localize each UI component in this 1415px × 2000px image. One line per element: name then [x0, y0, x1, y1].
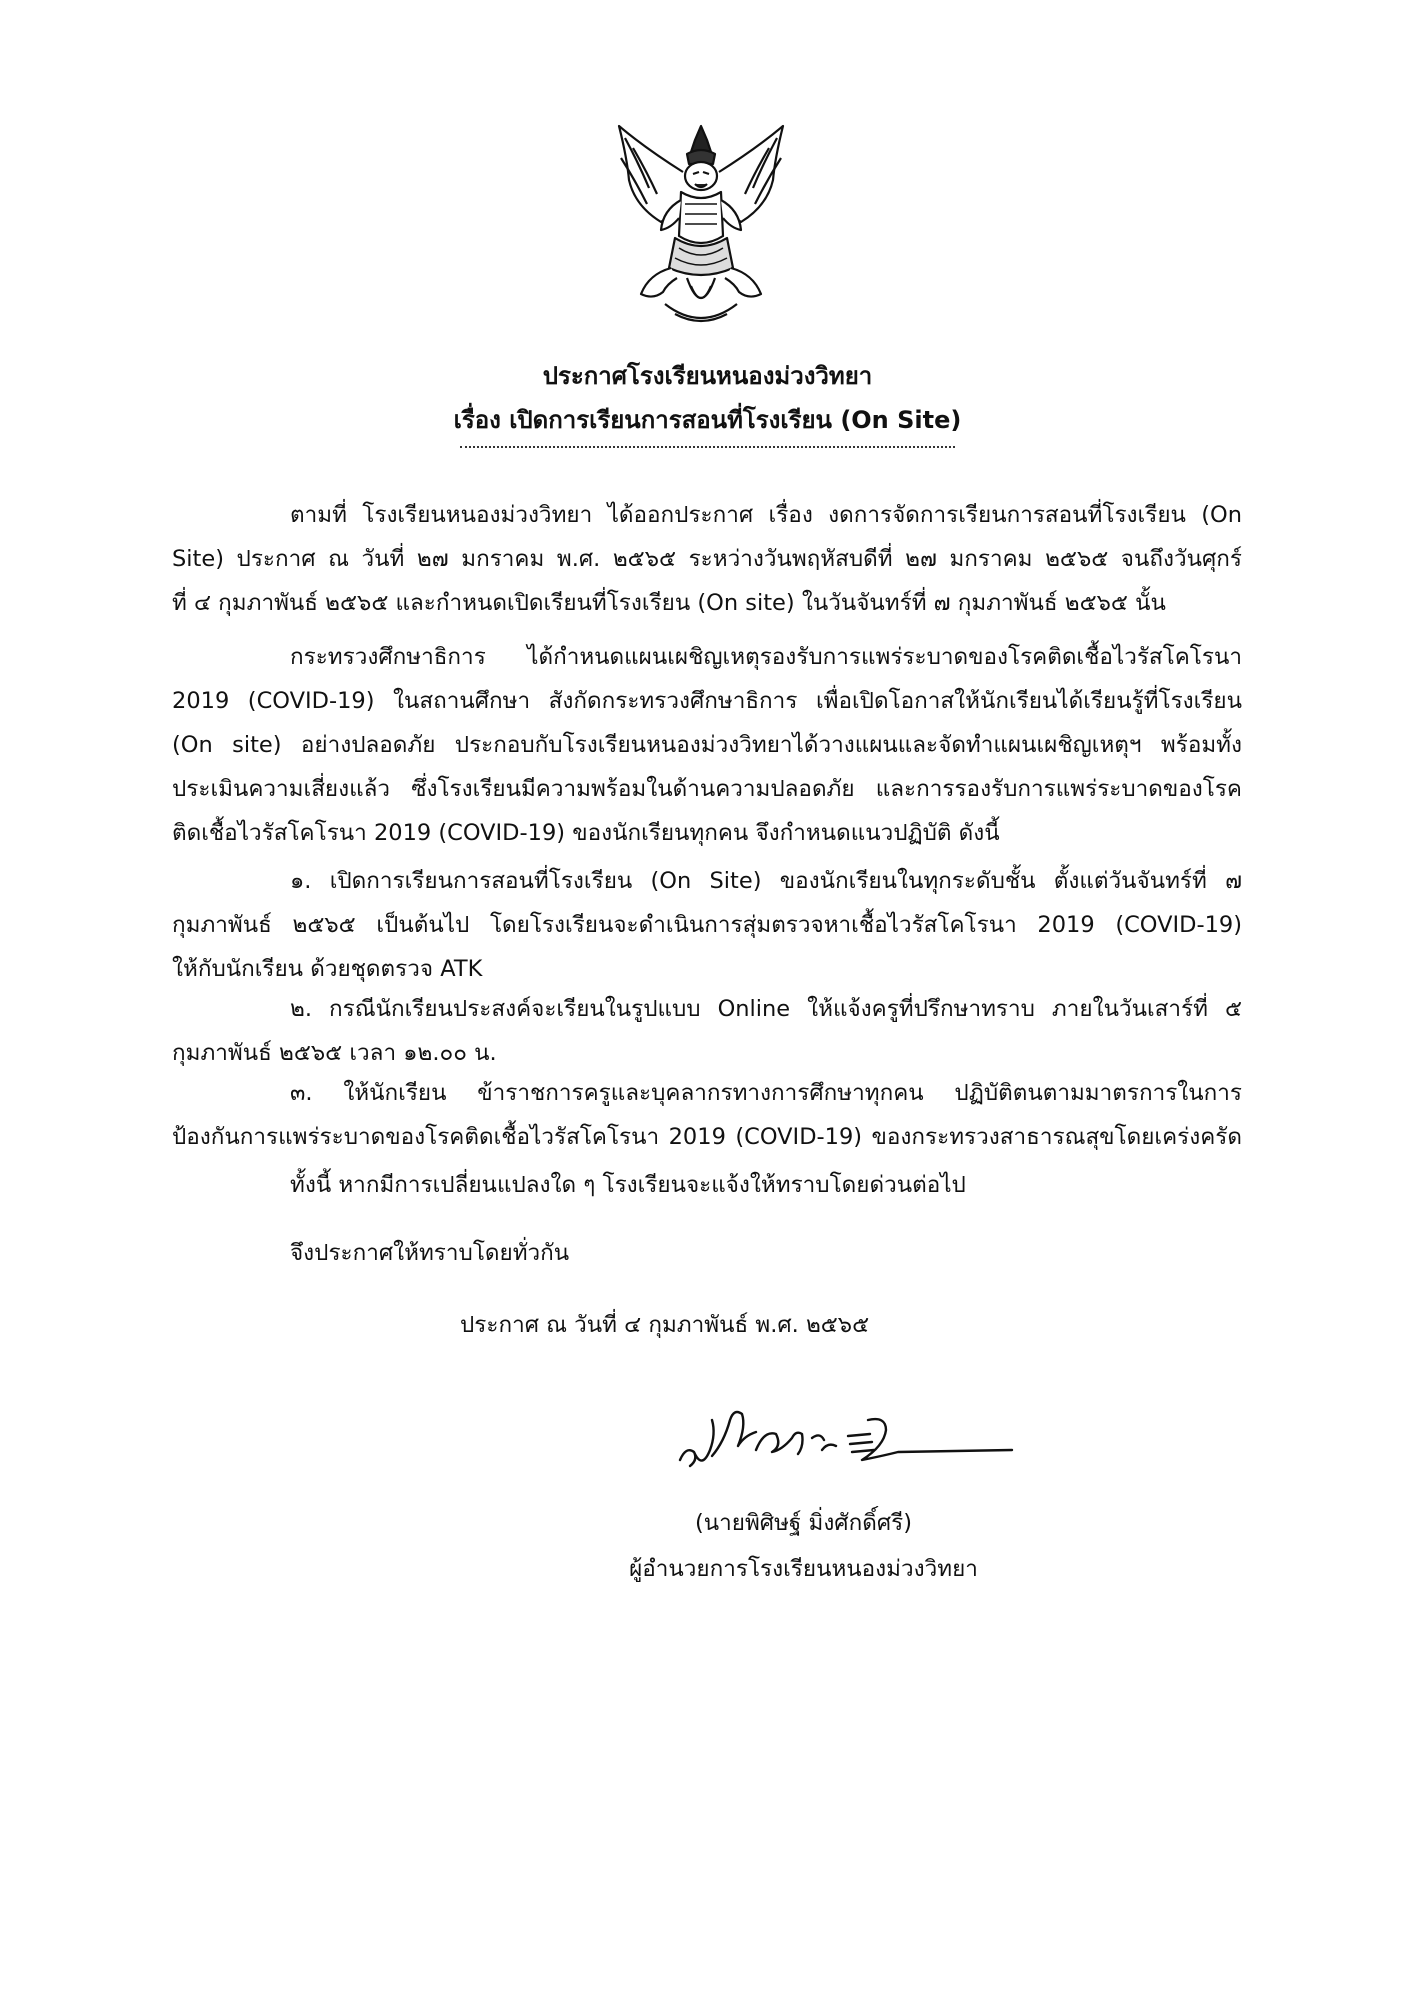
- paragraph-line: ๑. เปิดการเรียนการสอนที่โรงเรียน (On Site) ของนักเรียนในทุกระดับชั้น ตั้งแต่วันจันทร์ที่ ๗: [290, 868, 1242, 894]
- signatory-name: (นายพิศิษฐ์ มิ่งศักดิ์ศรี): [695, 1510, 912, 1536]
- dotted-divider: [460, 446, 955, 448]
- paragraph-line: ติดเชื้อไวรัสโคโรนา 2019 (COVID-19) ของนักเรียนทุกคน จึงกำหนดแนวปฏิบัติ ดังนี้: [172, 820, 1000, 846]
- announcement-title: ประกาศโรงเรียนหนองม่วงวิทยา: [542, 362, 873, 390]
- announcement-date: ประกาศ ณ วันที่ ๔ กุมภาพันธ์ พ.ศ. ๒๕๖๕: [460, 1312, 870, 1338]
- paragraph-line: ๒. กรณีนักเรียนประสงค์จะเรียนในรูปแบบ Online ให้แจ้งครูที่ปรึกษาทราบ ภายในวันเสาร์ที่ ๕: [290, 996, 1242, 1022]
- paragraph-line: ประเมินความเสี่ยงแล้ว ซึ่งโรงเรียนมีความพร้อมในด้านความปลอดภัย และการรองรับการแพร่ระบาดของโรค: [172, 776, 1242, 802]
- paragraph-line: (On site) อย่างปลอดภัย ประกอบกับโรงเรียนหนองม่วงวิทยาได้วางแผนและจัดทำแผนเผชิญเหตุฯ พร้อมทั้ง: [172, 732, 1242, 758]
- closing-note: ทั้งนี้ หากมีการเปลี่ยนแปลงใด ๆ โรงเรียนจะแจ้งให้ทราบโดยด่วนต่อไป: [290, 1172, 966, 1198]
- paragraph-line: 2019 (COVID-19) ในสถานศึกษา สังกัดกระทรวงศึกษาธิการ เพื่อเปิดโอกาสให้นักเรียนได้เรียนรู้ที่โรงเรียน: [172, 688, 1242, 714]
- announcement-subject: เรื่อง เปิดการเรียนการสอนที่โรงเรียน (On Site): [453, 406, 962, 434]
- paragraph-line: ให้กับนักเรียน ด้วยชุดตรวจ ATK: [172, 956, 483, 982]
- paragraph-line: Site) ประกาศ ณ วันที่ ๒๗ มกราคม พ.ศ. ๒๕๖๕ ระหว่างวันพฤหัสบดีที่ ๒๗ มกราคม ๒๕๖๕ จนถึงวันศุกร์: [172, 546, 1242, 572]
- paragraph-line: กุมภาพันธ์ ๒๕๖๕ เป็นต้นไป โดยโรงเรียนจะดำเนินการสุ่มตรวจหาเชื้อไวรัสโคโรนา 2019 (COVID-19): [172, 912, 1242, 938]
- signature-icon: [672, 1390, 1017, 1485]
- signatory-position: ผู้อำนวยการโรงเรียนหนองม่วงวิทยา: [629, 1556, 978, 1582]
- closing-statement: จึงประกาศให้ทราบโดยทั่วกัน: [290, 1240, 570, 1266]
- paragraph-line: ที่ ๔ กุมภาพันธ์ ๒๕๖๕ และกำหนดเปิดเรียนที่โรงเรียน (On site) ในวันจันทร์ที่ ๗ กุมภาพันธ์ ๒๕๖๕ นั้น: [172, 590, 1166, 616]
- paragraph-line: ป้องกันการแพร่ระบาดของโรคติดเชื้อไวรัสโคโรนา 2019 (COVID-19) ของกระทรวงสาธารณสุขโดยเคร่งครัด: [172, 1124, 1242, 1150]
- paragraph-line: กุมภาพันธ์ ๒๕๖๕ เวลา ๑๒.๐๐ น.: [172, 1040, 497, 1066]
- paragraph-line: ตามที่ โรงเรียนหนองม่วงวิทยา ได้ออกประกาศ เรื่อง งดการจัดการเรียนการสอนที่โรงเรียน (On: [290, 502, 1242, 528]
- paragraph-line: กระทรวงศึกษาธิการ ได้กำหนดแผนเผชิญเหตุรองรับการแพร่ระบาดของโรคติดเชื้อไวรัสโคโรนา: [290, 644, 1242, 670]
- paragraph-line: ๓. ให้นักเรียน ข้าราชการครูและบุคลากรทางการศึกษาทุกคน ปฏิบัติตนตามมาตรการในการ: [290, 1080, 1242, 1106]
- garuda-emblem-icon: [605, 118, 797, 333]
